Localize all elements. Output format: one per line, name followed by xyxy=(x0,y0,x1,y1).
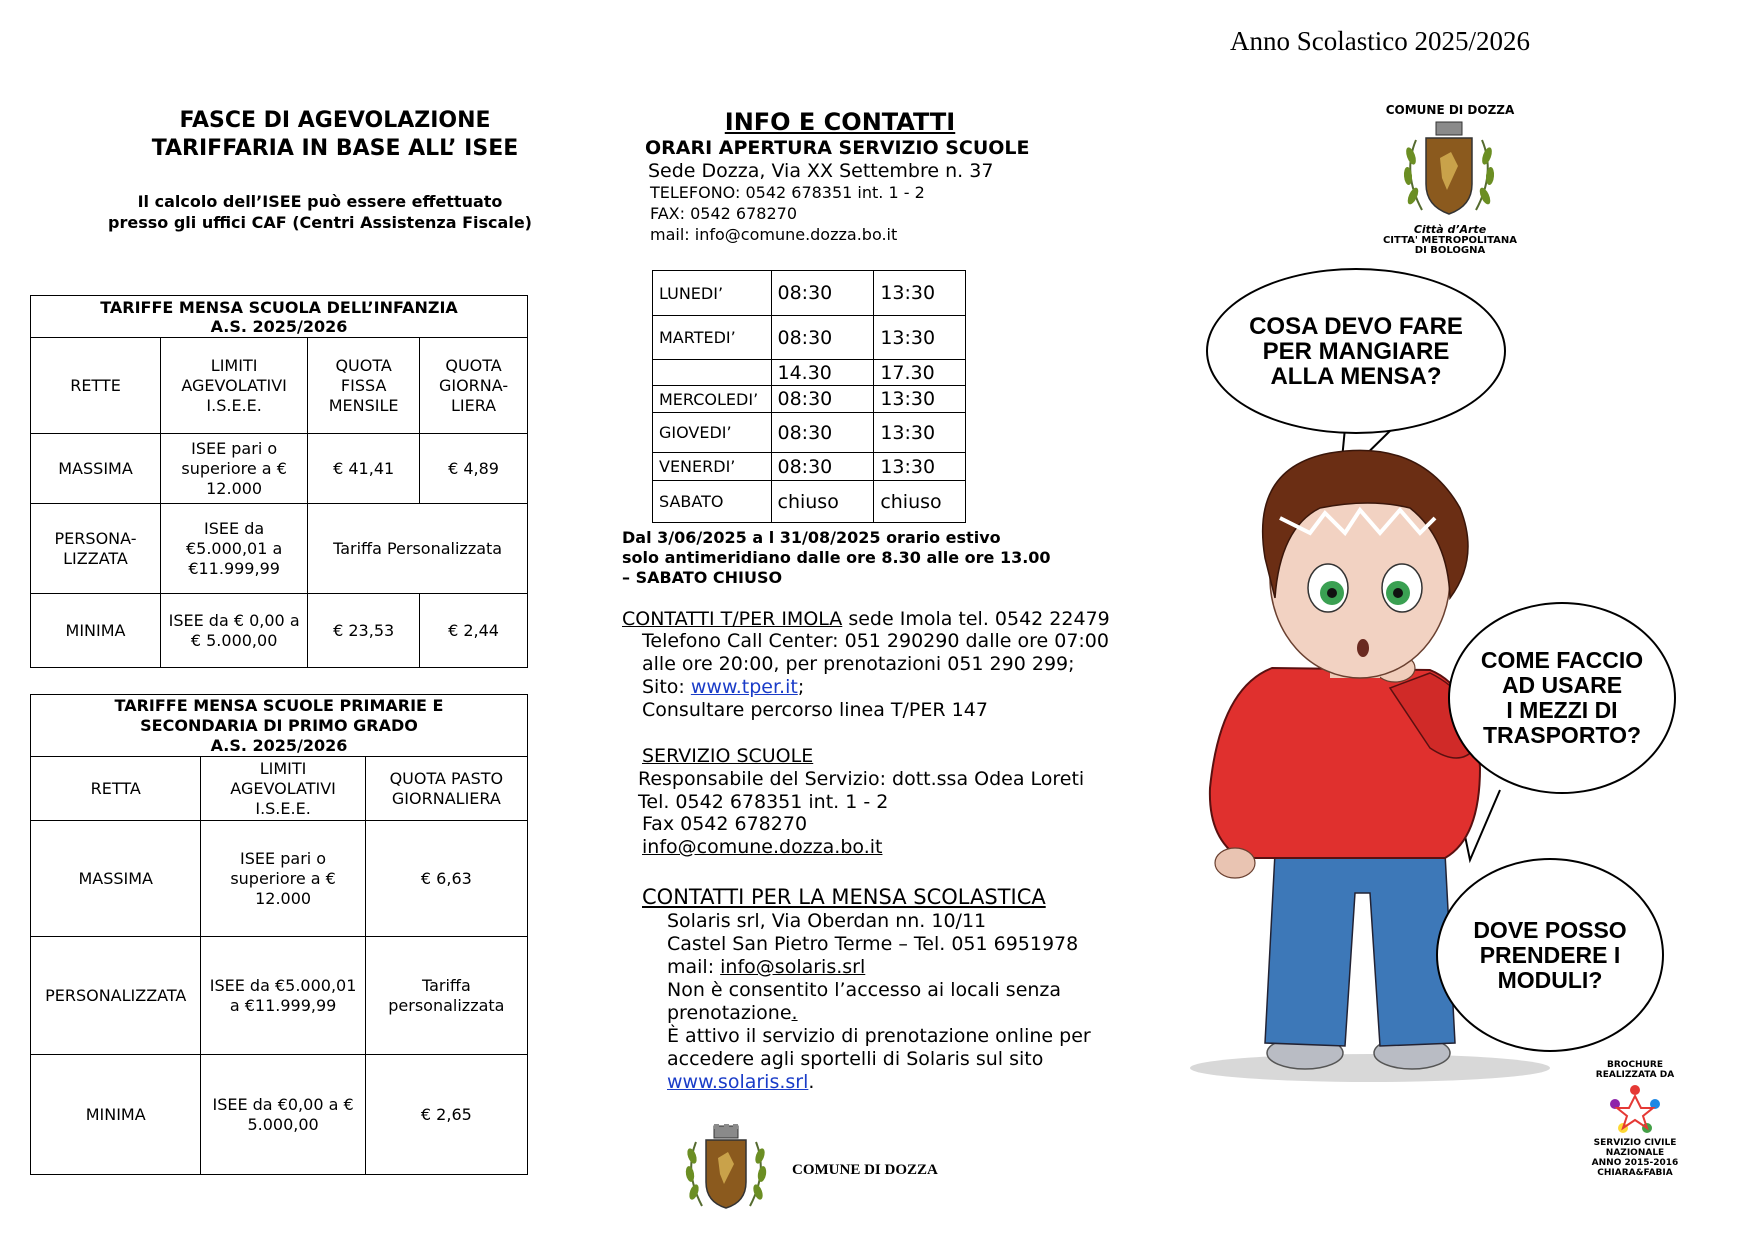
sede-phone: TELEFONO: 0542 678351 int. 1 - 2 xyxy=(650,183,925,202)
summer-hours-line1: Dal 3/06/2025 a l 31/08/2025 orario estivo xyxy=(622,528,1001,547)
hours-row xyxy=(653,453,966,481)
speech-bubble-moduli xyxy=(1436,858,1664,1052)
mensa-mail-link[interactable]: info@solaris.srl xyxy=(720,956,866,978)
cell-quota: Tariffa personalizzata xyxy=(365,937,527,1055)
hours-close: chiuso xyxy=(874,481,966,523)
servizio-civile-star-icon xyxy=(1607,1082,1663,1138)
hours-open: 08:30 xyxy=(771,316,874,360)
left-title-line1: FASCE DI AGEVOLAZIONE xyxy=(179,108,491,133)
hours-open: 08:30 xyxy=(771,271,874,316)
comune-crest-icon xyxy=(678,1122,774,1222)
bubble-line: COME FACCIO xyxy=(1480,647,1644,673)
hours-day: MERCOLEDI’ xyxy=(653,386,772,413)
tper-line4: Consultare percorso linea T/PER 147 xyxy=(642,699,988,721)
hours-row xyxy=(653,316,966,360)
hours-row xyxy=(653,360,966,386)
cell-limiti: ISEE pari o superiore a € 12.000 xyxy=(161,434,308,504)
bubble-line: COSA DEVO FARE xyxy=(1249,312,1463,340)
hours-open: 08:30 xyxy=(771,413,874,453)
credit-line: CHIARA&FABIA xyxy=(1597,1168,1673,1178)
mensa-line5-dot: . xyxy=(791,1002,798,1024)
mensa-site-end: . xyxy=(808,1071,815,1093)
mensa-line4: Non è consentito l’accesso ai locali senza xyxy=(667,979,1062,1001)
logo-metropolitana: CITTA' METROPOLITANA xyxy=(1382,235,1518,246)
cell-quota: € 2,65 xyxy=(365,1055,527,1175)
hours-day: VENERDI’ xyxy=(653,453,772,481)
table-title-line2: A.S. 2025/2026 xyxy=(210,316,348,336)
servizio-heading: SERVIZIO SCUOLE xyxy=(642,745,814,767)
cell-limiti: ISEE pari o superiore a € 12.000 xyxy=(201,821,365,937)
mensa-site-link[interactable]: www.solaris.srl xyxy=(667,1071,809,1093)
col-header-limiti: LIMITI AGEVOLATIVI I.S.E.E. xyxy=(201,757,365,821)
credit-bottom xyxy=(1570,1138,1700,1178)
speech-bubble-trasporto xyxy=(1448,602,1676,794)
cell-quota-fissa: € 41,41 xyxy=(308,434,420,504)
tper-site-end: ; xyxy=(797,676,805,698)
credit-line: BROCHURE xyxy=(1607,1060,1663,1070)
tariffe-primarie-table xyxy=(30,694,528,1175)
bubble-line: PRENDERE I xyxy=(1479,941,1621,968)
tper-site-label: Sito: xyxy=(642,676,691,698)
table-title-line1: TARIFFE MENSA SCUOLA DELL’INFANZIA xyxy=(100,297,458,317)
bubble-line: AD USARE xyxy=(1501,672,1623,698)
col-header-limiti: LIMITI AGEVOLATIVI I.S.E.E. xyxy=(161,338,308,434)
table-title-line2: SECONDARIA DI PRIMO GRADO xyxy=(140,715,418,735)
table-row xyxy=(31,594,528,668)
credit-line: NAZIONALE xyxy=(1605,1148,1665,1158)
tper-line2: alle ore 20:00, per prenotazioni 051 290 299; xyxy=(642,653,1075,675)
bubble-line: ALLA MENSA? xyxy=(1270,362,1442,390)
isee-note-line1: Il calcolo dell’ISEE può essere effettuato xyxy=(137,192,503,211)
sede-mail: mail: info@comune.dozza.bo.it xyxy=(650,225,898,244)
hours-close: 13:30 xyxy=(874,316,966,360)
mensa-line5-text: prenotazione xyxy=(667,1002,792,1024)
hours-day: SABATO xyxy=(653,481,772,523)
hours-row xyxy=(653,481,966,523)
school-year: Anno Scolastico 2025/2026 xyxy=(1230,26,1530,56)
table-row xyxy=(31,937,528,1055)
hours-close: 13:30 xyxy=(874,386,966,413)
hours-day: MARTEDI’ xyxy=(653,316,772,360)
cell-quota-giornaliera: € 4,89 xyxy=(420,434,528,504)
table-row xyxy=(31,434,528,504)
bubble-line: MODULI? xyxy=(1497,966,1603,993)
col-header-quota-pasto: QUOTA PASTO GIORNALIERA xyxy=(365,757,527,821)
tper-phone: sede Imola tel. 0542 22479 xyxy=(842,608,1110,630)
credit-line: ANNO 2015-2016 xyxy=(1591,1158,1679,1168)
credit-line: REALIZZATA DA xyxy=(1595,1070,1675,1080)
speech-bubble-mensa xyxy=(1206,268,1506,434)
bubble-line: I MEZZI DI xyxy=(1506,697,1618,723)
col-header-quota-giornaliera: QUOTA GIORNA-LIERA xyxy=(420,338,528,434)
servizio-line3: Fax 0542 678270 xyxy=(642,813,808,835)
hours-day: GIOVEDI’ xyxy=(653,413,772,453)
cell-retta: MASSIMA xyxy=(31,434,161,504)
servizio-mail[interactable]: info@comune.dozza.bo.it xyxy=(642,836,883,858)
table-row xyxy=(31,821,528,937)
sede-fax: FAX: 0542 678270 xyxy=(650,204,797,223)
hours-close: 13:30 xyxy=(874,413,966,453)
col-header-retta: RETTA xyxy=(31,757,201,821)
table-row xyxy=(31,1055,528,1175)
table-row xyxy=(31,504,528,594)
mensa-heading: CONTATTI PER LA MENSA SCOLASTICA xyxy=(642,885,1046,909)
mensa-line2: Castel San Pietro Terme – Tel. 051 6951978 xyxy=(667,933,1079,955)
logo-citta-arte: Città d’Arte xyxy=(1413,223,1487,236)
summer-hours-line3: – SABATO CHIUSO xyxy=(622,568,783,587)
tper-site-row xyxy=(642,676,804,699)
cell-quota: € 6,63 xyxy=(365,821,527,937)
hours-open: 14.30 xyxy=(771,360,874,386)
hours-close: 13:30 xyxy=(874,453,966,481)
logo-top-label: COMUNE DI DOZZA xyxy=(1385,103,1515,117)
hours-row xyxy=(653,271,966,316)
cell-retta: MINIMA xyxy=(31,1055,201,1175)
mensa-line5 xyxy=(667,1002,798,1025)
hours-row xyxy=(653,413,966,453)
tper-heading[interactable]: CONTATTI T/PER IMOLA xyxy=(622,608,843,630)
isee-note-line2: presso gli uffici CAF (Centri Assistenza Fiscale) xyxy=(108,213,532,232)
tariffe-infanzia-table xyxy=(30,295,528,668)
sede-address: Sede Dozza, Via XX Settembre n. 37 xyxy=(648,160,994,182)
cell-limiti: ISEE da €0,00 a € 5.000,00 xyxy=(201,1055,365,1175)
cell-limiti: ISEE da €5.000,01 a €11.999,99 xyxy=(161,504,308,594)
hours-close: 17.30 xyxy=(874,360,966,386)
bubble-line: DOVE POSSO xyxy=(1473,916,1627,943)
col-header-quota-fissa: QUOTA FISSA MENSILE xyxy=(308,338,420,434)
mensa-line1: Solaris srl, Via Oberdan nn. 10/11 xyxy=(667,910,987,932)
left-title-line2: TARIFFARIA IN BASE ALL’ ISEE xyxy=(151,136,519,161)
table-title-line1: TARIFFE MENSA SCUOLE PRIMARIE E xyxy=(114,695,444,715)
hours-open: 08:30 xyxy=(771,386,874,413)
mensa-mail-row xyxy=(667,956,865,979)
orari-subtitle: ORARI APERTURA SERVIZIO SCUOLE xyxy=(645,137,1030,159)
comune-crest-icon xyxy=(1394,118,1504,228)
servizio-line2: Tel. 0542 678351 int. 1 - 2 xyxy=(638,791,889,813)
hours-open: 08:30 xyxy=(771,453,874,481)
mensa-site-row xyxy=(667,1071,814,1094)
summer-hours-line2: solo antimeridiano dalle ore 8.30 alle ore 13.00 xyxy=(622,548,1051,567)
cell-retta: PERSONALIZZATA xyxy=(31,937,201,1055)
tper-line1: Telefono Call Center: 051 290290 dalle ore 07:00 xyxy=(642,630,1109,652)
orari-table xyxy=(652,270,966,523)
hours-day xyxy=(653,360,772,386)
cell-retta: MINIMA xyxy=(31,594,161,668)
bubble-line: PER MANGIARE xyxy=(1262,337,1450,365)
cell-retta: PERSONA-LIZZATA xyxy=(31,504,161,594)
hours-day: LUNEDI’ xyxy=(653,271,772,316)
cell-limiti: ISEE da €5.000,01 a €11.999,99 xyxy=(201,937,365,1055)
mensa-line6: È attivo il servizio di prenotazione online per xyxy=(667,1025,1091,1047)
col-header-rette: RETTE xyxy=(31,338,161,434)
logo-bologna: DI BOLOGNA xyxy=(1414,245,1486,256)
cell-quota-giornaliera: € 2,44 xyxy=(420,594,528,668)
cell-limiti: ISEE da € 0,00 a € 5.000,00 xyxy=(161,594,308,668)
table-title xyxy=(31,695,528,757)
tper-heading-row xyxy=(622,608,1110,631)
cell-retta: MASSIMA xyxy=(31,821,201,937)
info-title: INFO E CONTATTI xyxy=(724,108,956,136)
cell-tariffa-personalizzata: Tariffa Personalizzata xyxy=(308,504,528,594)
tper-site-link[interactable]: www.tper.it xyxy=(690,676,798,698)
table-title xyxy=(31,296,528,338)
hours-open: chiuso xyxy=(771,481,874,523)
credit-line: SERVIZIO CIVILE xyxy=(1593,1138,1677,1148)
cell-quota-fissa: € 23,53 xyxy=(308,594,420,668)
table-title-line3: A.S. 2025/2026 xyxy=(210,735,348,755)
hours-close: 13:30 xyxy=(874,271,966,316)
footer-comune-label: COMUNE DI DOZZA xyxy=(792,1162,938,1178)
mensa-mail-label: mail: xyxy=(667,956,721,978)
hours-row xyxy=(653,386,966,413)
bubble-line: TRASPORTO? xyxy=(1482,722,1642,748)
servizio-line1: Responsabile del Servizio: dott.ssa Odea Loreti xyxy=(638,768,1085,790)
credit-top xyxy=(1570,1060,1700,1080)
mensa-line7: accedere agli sportelli di Solaris sul sito xyxy=(667,1048,1044,1070)
